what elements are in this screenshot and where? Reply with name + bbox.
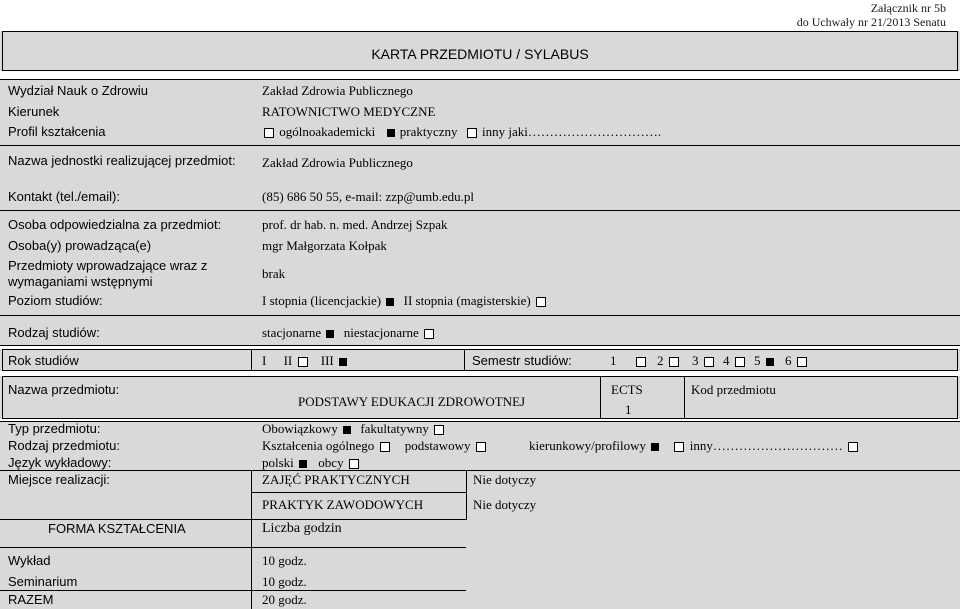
label-kontakt: Kontakt (tel./email):: [8, 189, 120, 204]
value-wprowadzajace: brak: [262, 266, 286, 281]
checkbox-ksztalcenia-ogolnego[interactable]: [380, 442, 390, 452]
option-sem-4: 4: [723, 353, 730, 368]
divider: [600, 376, 601, 419]
label-kierunek: Kierunek: [8, 104, 60, 119]
label-praktyk-zawodowych: PRAKTYK ZAWODOWYCH: [262, 497, 424, 512]
checkbox-obowiazkowy-checked[interactable]: [343, 426, 351, 434]
option-sem-1: 1: [610, 353, 617, 368]
checkbox-sem-6[interactable]: [797, 357, 807, 367]
checkbox-rok-3-checked[interactable]: [339, 358, 347, 366]
form-hours-seminarium: 10 godz.: [262, 574, 307, 589]
option-inny-przedmiot: inny…………………………: [689, 438, 843, 453]
value-kierunek: RATOWNICTWO MEDYCZNE: [262, 104, 436, 119]
checkbox-i-stopnia-checked[interactable]: [386, 298, 394, 306]
rodzaj-przedmiotu-options: [262, 438, 860, 454]
divider: [251, 492, 466, 493]
rodzaj-studiow-options: [262, 325, 436, 341]
divider: [684, 376, 685, 419]
value-nazwa: PODSTAWY EDUKACJI ZDROWOTNEJ: [298, 394, 526, 409]
divider: [0, 470, 960, 471]
label-rodzaj-studiow: Rodzaj studiów:: [8, 325, 100, 340]
semestr-options: [610, 353, 809, 369]
option-stacjonarne: stacjonarne: [262, 325, 322, 340]
label-nazwa: Nazwa przedmiotu:: [8, 382, 120, 397]
checkbox-rok-2[interactable]: [298, 357, 308, 367]
label-semestr: Semestr studiów:: [472, 353, 572, 368]
value-wydzial: Zakład Zdrowia Publicznego: [262, 83, 413, 98]
option-polski: polski: [262, 455, 294, 470]
option-podstawowy: podstawowy: [404, 438, 471, 453]
checkbox-polski-checked[interactable]: [299, 460, 307, 468]
form-hours-razem: 20 godz.: [262, 592, 307, 607]
checkbox-inny-end[interactable]: [848, 442, 858, 452]
option-rok-3: III: [320, 353, 334, 368]
value-odpowiedzialna: prof. dr hab. n. med. Andrzej Szpak: [262, 217, 448, 232]
divider: [0, 145, 960, 146]
checkbox-fakultatywny[interactable]: [434, 425, 444, 435]
form-name-seminarium: Seminarium: [8, 574, 78, 589]
checkbox-sem-4[interactable]: [735, 357, 745, 367]
option-rok-2: II: [283, 353, 293, 368]
value-jednostka: Zakład Zdrowia Publicznego: [262, 155, 413, 170]
divider: [464, 349, 465, 371]
option-fakultatywny: fakultatywny: [360, 421, 429, 436]
checkbox-sem-5-checked[interactable]: [766, 358, 774, 366]
jezyk-options: [262, 455, 361, 471]
checkbox-stacjonarne-checked[interactable]: [326, 330, 334, 338]
checkbox-podstawowy[interactable]: [476, 442, 486, 452]
form-name-razem: RAZEM: [8, 592, 54, 607]
checkbox-inny-przedmiot[interactable]: [674, 442, 684, 452]
value-zajec-praktycznych: Nie dotyczy: [473, 472, 537, 487]
option-kierunkowy: kierunkowy/profilowy: [528, 438, 646, 453]
form-name-wyklad: Wykład: [8, 553, 51, 568]
label-miejsce: Miejsce realizacji:: [8, 472, 110, 487]
label-kod: Kod przedmiotu: [691, 382, 776, 397]
label-ects: ECTS: [611, 382, 643, 397]
checkbox-sem-2[interactable]: [669, 357, 679, 367]
label-jednostka: Nazwa jednostki realizującej przedmiot:: [8, 153, 236, 168]
page-title: KARTA PRZEDMIOTU / SYLABUS: [371, 46, 589, 62]
checkbox-sem-1[interactable]: [636, 357, 646, 367]
label-jezyk: Język wykładowy:: [8, 455, 112, 470]
divider: [0, 590, 466, 591]
label-odpowiedzialna: Osoba odpowiedzialna za przedmiot:: [8, 217, 222, 232]
label-rodzaj-przedmiotu: Rodzaj przedmiotu:: [8, 438, 120, 453]
label-typ: Typ przedmiotu:: [8, 421, 101, 436]
label-rok: Rok studiów: [8, 353, 79, 368]
option-praktyczny: praktyczny: [399, 124, 458, 139]
option-niestacjonarne: niestacjonarne: [343, 325, 419, 340]
option-ogolnoakademicki: ogólnoakademicki: [279, 124, 376, 139]
option-inny: inny jaki………………………….: [482, 124, 662, 139]
value-prowadzaca: mgr Małgorzata Kołpak: [262, 238, 387, 253]
annex-number: Załącznik nr 5b: [870, 1, 946, 15]
checkbox-praktyczny-checked[interactable]: [387, 129, 395, 137]
divider: [0, 519, 466, 520]
divider: [0, 345, 960, 346]
form-hours-wyklad: 10 godz.: [262, 553, 307, 568]
divider: [251, 349, 252, 371]
option-sem-6: 6: [785, 353, 792, 368]
option-i-stopnia: I stopnia (licencjackie): [262, 293, 382, 308]
option-obowiazkowy: Obowiązkowy: [262, 421, 338, 436]
label-zajec-praktycznych: ZAJĘĆ PRAKTYCZNYCH: [262, 472, 410, 487]
option-rok-1: I: [262, 353, 267, 368]
checkbox-ii-stopnia[interactable]: [536, 297, 546, 307]
value-kontakt: (85) 686 50 55, e-mail: zzp@umb.edu.pl: [262, 189, 474, 204]
label-prowadzaca: Osoba(y) prowadząca(e): [8, 238, 152, 253]
label-wydzial: Wydział Nauk o Zdrowiu: [8, 83, 149, 98]
value-ects: 1: [625, 402, 632, 417]
option-sem-5: 5: [754, 353, 761, 368]
rok-options: [262, 353, 349, 369]
checkbox-inny[interactable]: [467, 128, 477, 138]
option-ksztalcenia-ogolnego: Kształcenia ogólnego: [262, 438, 375, 453]
value-praktyk-zawodowych: Nie dotyczy: [473, 497, 537, 512]
checkbox-sem-3[interactable]: [704, 357, 714, 367]
divider: [0, 79, 960, 80]
option-sem-2: 2: [657, 353, 664, 368]
checkbox-ogolnoakademicki[interactable]: [264, 128, 274, 138]
divider: [0, 210, 960, 211]
poziom-options: [262, 293, 548, 309]
label-poziom: Poziom studiów:: [8, 293, 103, 308]
divider: [0, 547, 466, 548]
option-ii-stopnia: II stopnia (magisterskie): [403, 293, 531, 308]
checkbox-kierunkowy-checked[interactable]: [651, 443, 659, 451]
option-obcy: obcy: [318, 455, 344, 470]
profil-options: [262, 124, 661, 140]
label-forma: FORMA KSZTAŁCENIA: [48, 521, 186, 536]
typ-options: [262, 421, 446, 437]
divider: [0, 315, 960, 316]
checkbox-obcy[interactable]: [349, 459, 359, 469]
label-wprowadzajace-1: Przedmioty wprowadzające wraz z: [8, 258, 208, 273]
divider: [466, 470, 467, 520]
label-profil: Profil kształcenia: [8, 124, 106, 139]
label-wprowadzajace-2: wymaganiami wstępnymi: [8, 274, 153, 289]
checkbox-niestacjonarne[interactable]: [424, 329, 434, 339]
label-liczba-godzin: Liczba godzin: [262, 521, 342, 536]
divider: [251, 470, 252, 609]
resolution-reference: do Uchwały nr 21/2013 Senatu: [796, 15, 946, 29]
divider: [0, 421, 960, 422]
option-sem-3: 3: [692, 353, 699, 368]
